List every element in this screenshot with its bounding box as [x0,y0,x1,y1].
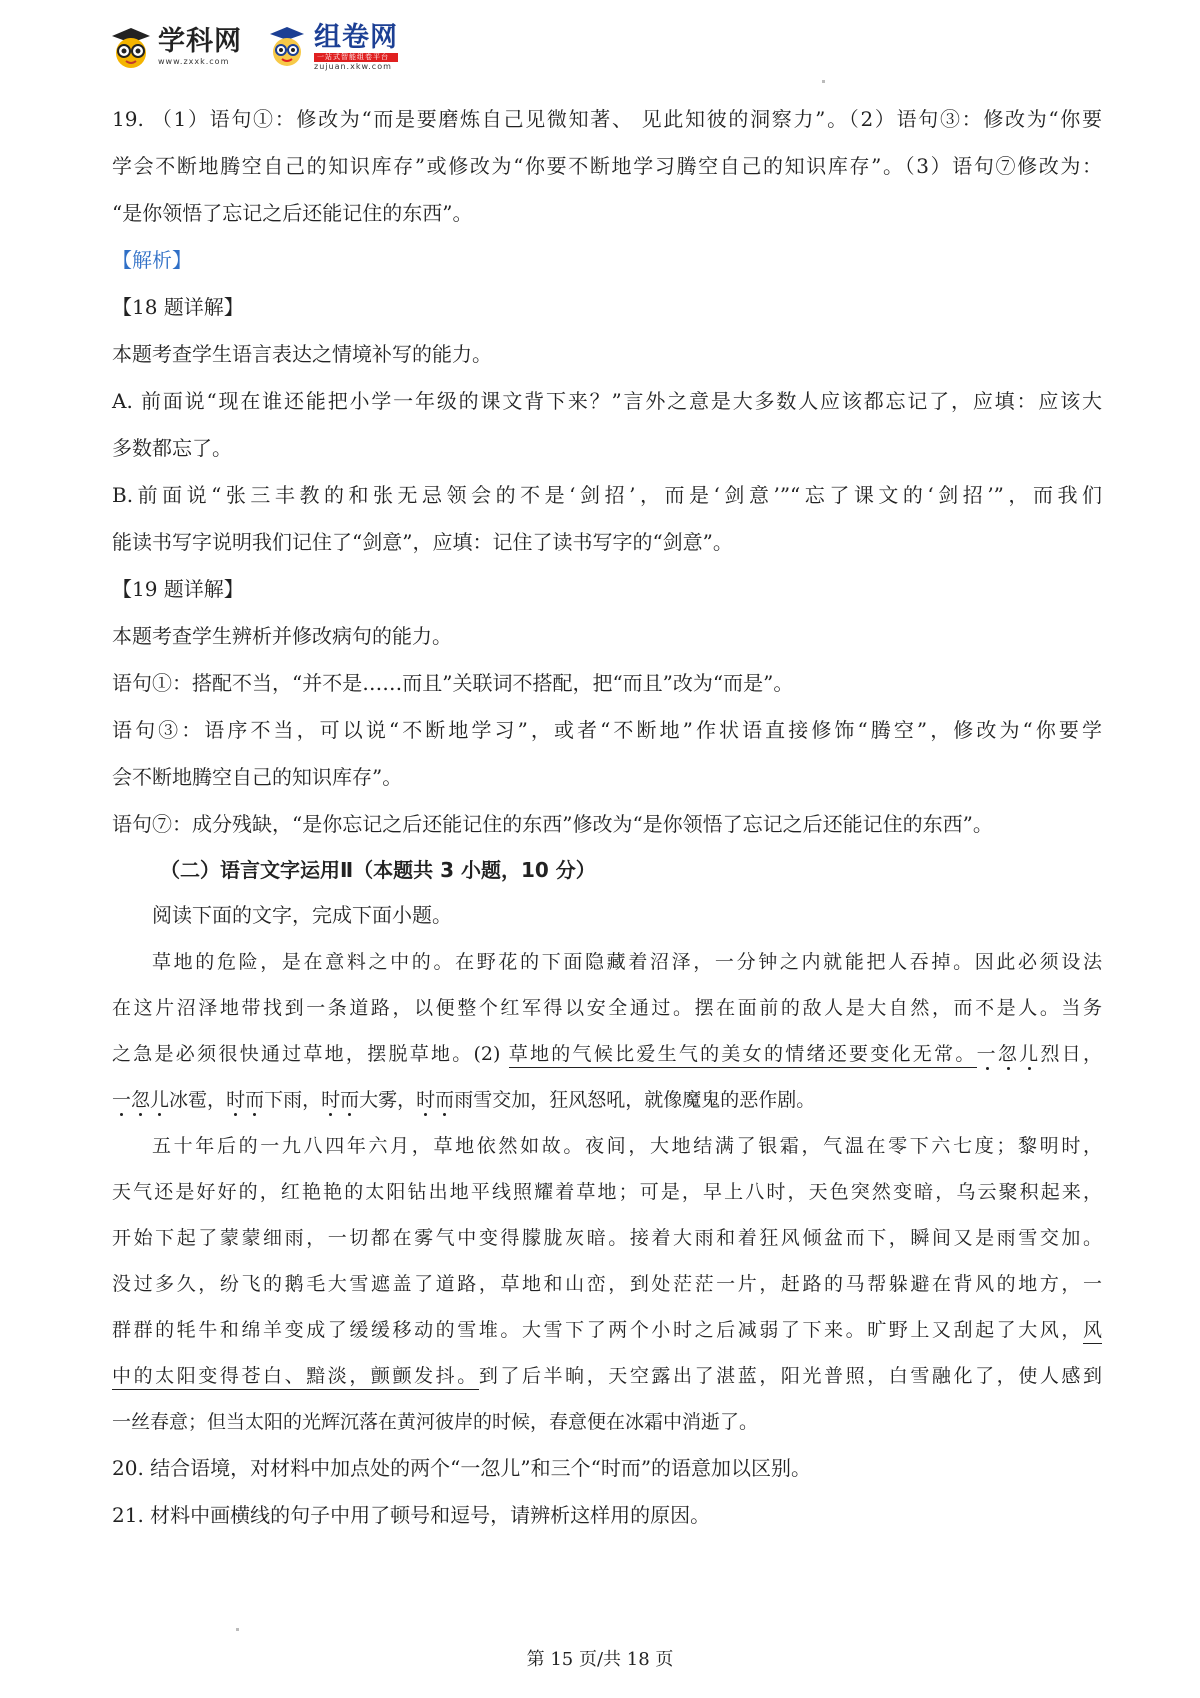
passage-p2-line-2: 天气还是好好的，红艳艳的太阳钻出地平线照耀着草地；可是，早上八时，天色突然变暗，乌云聚积起来， [112,1181,1102,1203]
q18-b-line-1: B.前面说“张三丰教的和张无忌领会的不是‘剑招’，而是‘剑意’”“忘了课文的‘剑招’”，而我们 [112,483,1102,507]
passage-text: 之急是必须很快通过草地，摆脱草地。(2) [112,1043,509,1065]
section-2-instruction: 阅读下面的文字，完成下面小题。 [152,903,452,927]
owl-mascot-icon [108,24,154,70]
passage-text: 大雾， [359,1089,417,1111]
mascot-graduate-icon [264,24,310,70]
passage-p1-line-3 [112,1031,1102,1077]
q19-sentence-3-line-2: 会不断地腾空自己的知识库存”。 [112,765,403,789]
logo-title: 组卷网 [314,21,398,53]
logo-zujuan[interactable] [264,23,398,72]
answer-19-line-3: “是你领悟了忘记之后还能记住的东西”。 [112,201,473,225]
question-20: 20. 结合语境，对材料中加点处的两个“一忽儿”和三个“时而”的语意加以区别。 [112,1456,812,1480]
passage-text: 到了后半晌，天空露出了湛蓝，阳光普照，白雪融化了，使人感到 [478,1365,1102,1387]
logo-zxxk[interactable] [108,24,242,70]
analysis-label: 【解析】 [112,248,192,272]
passage-text: 群群的牦牛和绵羊变成了缓缓移动的雪堆。大雪下了两个小时之后减弱了下来。旷野上又刮起了大风， [112,1319,1083,1341]
scan-speck [822,80,825,83]
underlined-sentence: 风 [1083,1319,1102,1344]
q18-a-line-2: 多数都忘了。 [112,436,232,460]
passage-p2-line-3: 开始下起了蒙蒙细雨，一切都在雾气中变得朦胧灰暗。接着大雨和着狂风倾盆而下，瞬间又是雨雪交加。 [112,1227,1102,1249]
q19-sentence-1: 语句①：搭配不当，“并不是……而且”关联词不搭配，把“而且”改为“而是”。 [112,671,794,695]
header [108,22,420,72]
dotted-word-shier: 时而 [321,1089,360,1111]
document-body [112,96,1102,1539]
logo-title: 学科网 [158,26,242,57]
answer-19-line-2: 学会不断地腾空自己的知识库存”或修改为“你要不断地学习腾空自己的知识库存”。（3）语句⑦修改为： [112,154,1102,178]
passage-p2-line-5 [112,1307,1102,1353]
logo-subtitle: 一站式智能组卷平台 [314,53,398,62]
underlined-sentence: 草地的气候比爱生气的美女的情绪还要变化无常。 [509,1043,977,1068]
q18-a-line-1: A. 前面说“现在谁还能把小学一年级的课文背下来？”言外之意是大多数人应该都忘记了，应填：应该大 [112,389,1102,413]
dotted-word-shier: 时而 [226,1089,265,1111]
q18-heading: 【18 题详解】 [112,295,244,319]
passage-p2-line-4: 没过多久，纷飞的鹅毛大雪遮盖了道路，草地和山峦，到处茫茫一片，赶路的马帮躲避在背风的地方，一 [112,1273,1102,1295]
logo-url: zujuan.xkw.com [314,61,392,71]
passage-p2-line-1: 五十年后的一九八四年六月，草地依然如故。夜间，大地结满了银霜，气温在零下六七度；黎明时， [152,1135,1102,1157]
passage-text: 雨雪交加，狂风怒吼，就像魔鬼的恶作剧。 [454,1089,816,1111]
scan-speck [236,1628,239,1631]
dotted-word-yihuer: 一忽儿 [976,1043,1041,1065]
underlined-sentence: 中的太阳变得苍白、黯淡，颤颤发抖。 [112,1365,479,1390]
q18-intro: 本题考查学生语言表达之情境补写的能力。 [112,342,492,366]
answer-19-line-1: 19. （1）语句①：修改为“而是要磨炼自己见微知著、 见此知彼的洞察力”。（2）语句③：修改为“你要 [112,107,1102,131]
passage-p2-line-6 [112,1353,1102,1399]
logo-url: www.zxxk.com [158,57,230,66]
dotted-word-shier: 时而 [416,1089,455,1111]
passage-text: 烈日， [1040,1043,1102,1065]
passage-text: 下雨， [264,1089,322,1111]
q19-sentence-3-line-1: 语句③：语序不当，可以说“不断地学习”，或者“不断地”作状语直接修饰“腾空”，修改为“你要学 [112,718,1102,742]
q19-heading: 【19 题详解】 [112,577,244,601]
passage-p1-line-4 [112,1077,1102,1123]
q19-sentence-7: 语句⑦：成分残缺，“是你忘记之后还能记住的东西”修改为“是你领悟了忘记之后还能记住的东西”。 [112,812,993,836]
page-footer: 第 15 页/共 18 页 [526,1649,674,1670]
question-21: 21. 材料中画横线的句子中用了顿号和逗号，请辨析这样用的原因。 [112,1503,711,1527]
q19-intro: 本题考查学生辨析并修改病句的能力。 [112,624,452,648]
passage-p1-line-2: 在这片沼泽地带找到一条道路，以便整个红军得以安全通过。摆在面前的敌人是大自然，而不是人。当务 [112,997,1102,1019]
dotted-word-yihuer: 一忽儿 [112,1089,170,1111]
passage-p2-line-7: 一丝春意；但当太阳的光辉沉落在黄河彼岸的时候，春意便在冰霜中消逝了。 [112,1411,759,1433]
passage-p1-line-1: 草地的危险，是在意料之中的。在野花的下面隐藏着沼泽，一分钟之内就能把人吞掉。因此必须设法 [152,951,1102,973]
q18-b-line-2: 能读书写字说明我们记住了“剑意”，应填：记住了读书写字的“剑意”。 [112,530,733,554]
section-2-title: （二）语言文字运用Ⅱ（本题共 3 小题，10 分） [160,858,596,882]
passage-text: 冰雹， [169,1089,227,1111]
